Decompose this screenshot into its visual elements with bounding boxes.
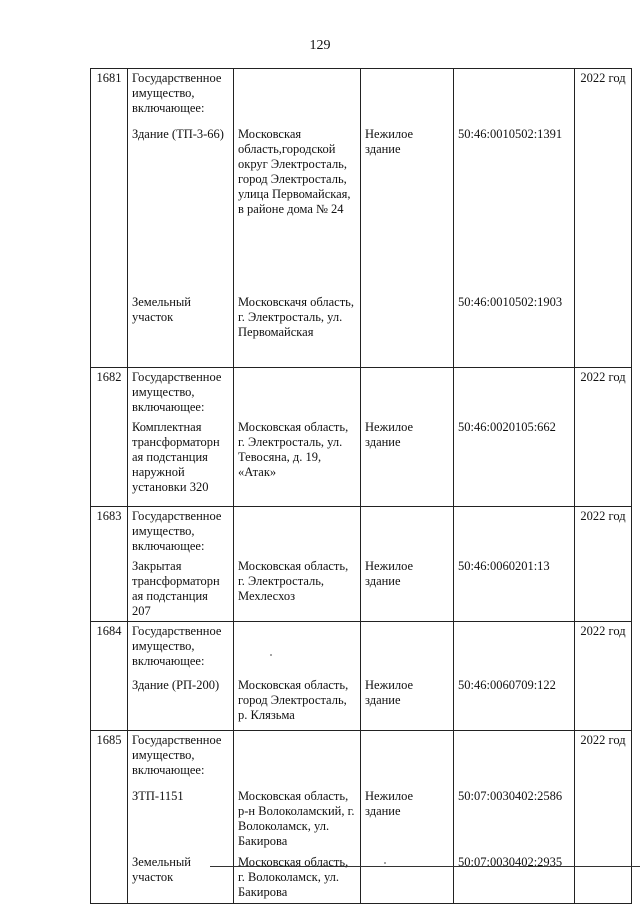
footer-rule — [210, 866, 640, 867]
item-type: Нежилое здание — [365, 420, 414, 449]
item-type: Нежилое здание — [365, 559, 414, 588]
record-header: Государственное имущество, включающее: — [132, 71, 222, 115]
item-type: Нежилое здание — [365, 127, 414, 156]
item-name: Комплектная трансформаторн ая подстанция наружной установки 320 — [132, 420, 220, 494]
item-name: Земельный участок — [132, 855, 191, 884]
scan-speck — [384, 862, 386, 864]
record-year: 2022 год — [575, 368, 632, 507]
item-name: Закрытая трансформаторн ая подстанция 207 — [132, 559, 220, 618]
item-cadastre-number: 50:07:0030402:2586 — [458, 789, 563, 803]
item-row — [91, 557, 632, 622]
item-type: Нежилое здание — [365, 789, 414, 818]
empty-cell — [234, 507, 361, 558]
record-year: 2022 год — [575, 69, 632, 368]
item-type: Нежилое здание — [365, 678, 414, 707]
record-row — [91, 368, 632, 419]
item-address: Московская область,городской округ Электросталь, город Электросталь, улица Первомайская, в районе дома № 24 — [238, 127, 351, 216]
empty-cell — [361, 731, 454, 788]
page-number: 129 — [309, 38, 331, 53]
empty-cell — [234, 69, 361, 126]
item-cadastre-number: 50:46:0010502:1391 — [458, 127, 563, 141]
record-row — [91, 507, 632, 558]
record-number: 1684 — [91, 622, 128, 731]
record-row — [91, 69, 632, 126]
item-address: Московская область, г. Электросталь, Мехлесхоз — [238, 559, 349, 603]
scan-speck — [270, 654, 272, 656]
item-cadastre-number: 50:46:0010502:1903 — [458, 295, 563, 309]
item-row — [91, 787, 632, 853]
record-number: 1682 — [91, 368, 128, 507]
item-name: Земельный участок — [132, 295, 191, 324]
record-row — [91, 622, 632, 677]
item-cadastre-number: 50:07:0030402:2935 — [458, 855, 563, 869]
record-header: Государственное имущество, включающее: — [132, 370, 222, 414]
item-name: ЗТП-1151 — [132, 789, 184, 803]
empty-cell — [454, 69, 575, 126]
record-header: Государственное имущество, включающее: — [132, 733, 222, 777]
empty-cell — [361, 69, 454, 126]
empty-cell — [234, 731, 361, 788]
empty-cell — [361, 622, 454, 677]
empty-cell — [361, 507, 454, 558]
empty-cell — [454, 507, 575, 558]
item-cadastre-number: 50:46:0060709:122 — [458, 678, 556, 692]
record-header: Государственное имущество, включающее: — [132, 509, 222, 553]
item-address: Московская область, р-н Волоколамский, г. Волоколамск, ул. Бакирова — [238, 789, 355, 848]
record-year: 2022 год — [575, 507, 632, 622]
empty-cell — [361, 368, 454, 419]
item-name: Здание (РП-200) — [132, 678, 220, 692]
record-number: 1681 — [91, 69, 128, 368]
record-row — [91, 731, 632, 788]
item-address: Московская область, город Электросталь, р. Клязьма — [238, 678, 349, 722]
empty-cell — [234, 622, 361, 677]
item-row — [91, 418, 632, 507]
record-header: Государственное имущество, включающее: — [132, 624, 222, 668]
item-cadastre-number: 50:46:0020105:662 — [458, 420, 556, 434]
property-registry-table — [90, 68, 632, 904]
record-number: 1685 — [91, 731, 128, 904]
item-address: Московская область, г. Электросталь, ул. Тевосяна, д. 19, «Атак» — [238, 420, 349, 479]
empty-cell — [454, 731, 575, 788]
record-year: 2022 год — [575, 622, 632, 731]
item-cadastre-number: 50:46:0060201:13 — [458, 559, 550, 573]
item-row — [91, 853, 632, 904]
record-number: 1683 — [91, 507, 128, 622]
item-address: Московскачя область, г. Электросталь, ул. Первомайская — [238, 295, 354, 339]
empty-cell — [234, 368, 361, 419]
item-row — [91, 125, 632, 293]
item-address: Московская область, г. Волоколамск, ул. Бакирова — [238, 855, 349, 899]
empty-cell — [454, 368, 575, 419]
item-name: Здание (ТП-3-66) — [132, 127, 224, 141]
item-row — [91, 676, 632, 731]
empty-cell — [454, 622, 575, 677]
record-year: 2022 год — [575, 731, 632, 904]
item-row — [91, 293, 632, 368]
